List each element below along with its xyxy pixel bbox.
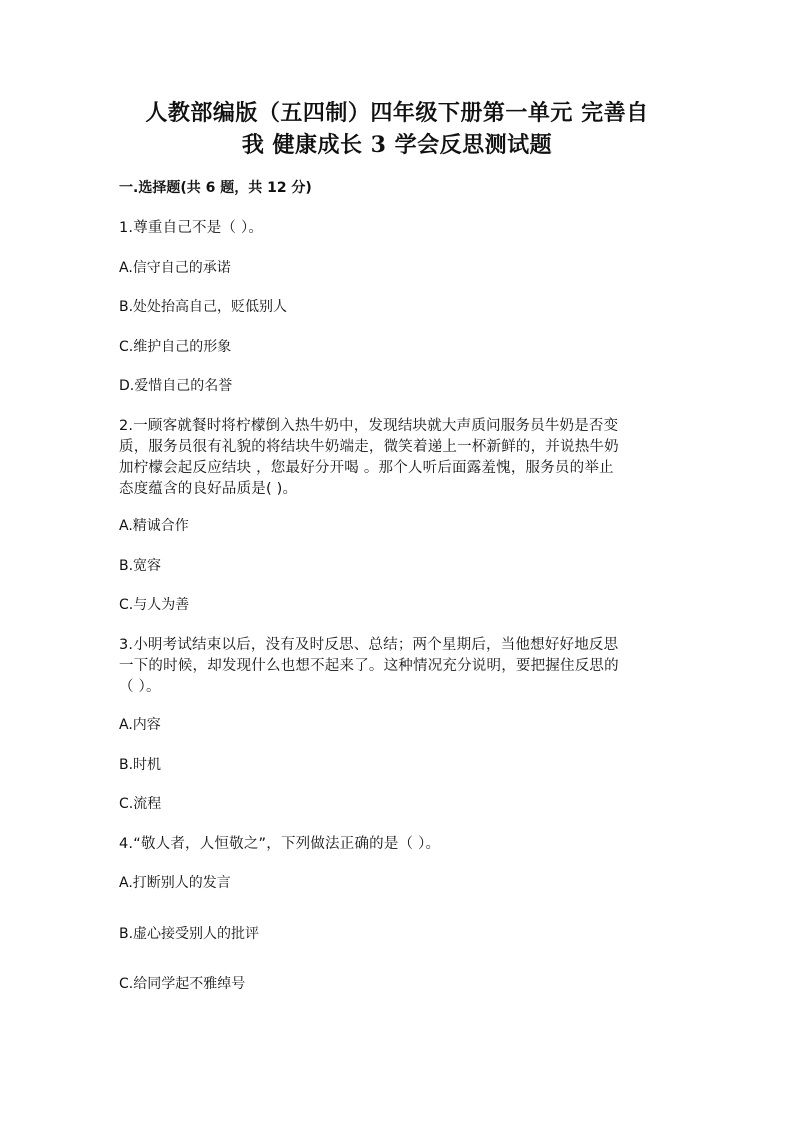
question-3-stem-line-1: 3.小明考试结束以后，没有及时反思、总结；两个星期后，当他想好好地反思 [119,637,619,653]
question-2-stem-line-2: 质，服务员很有礼貌的将结块牛奶端走，微笑着递上一杯新鲜的，并说热牛奶 [119,439,619,455]
question-1-option-d: D.爱惜自己的名誉 [119,378,233,394]
question-1-option-c: C.维护自己的形象 [119,339,232,355]
question-2-stem-line-4: 态度蕴含的良好品质是( )。 [119,481,298,497]
question-4-stem: 4.“敬人者，人恒敬之”，下列做法正确的是（ ）。 [119,836,441,852]
question-1-stem: 1.尊重自己不是（ ）。 [119,220,264,236]
section-heading: 一.选择题(共 6 题，共 12 分) [119,180,312,196]
question-3-option-c: C.流程 [119,796,162,812]
question-3-stem-line-3: （ ）。 [119,679,161,695]
question-4-option-c: C.给同学起不雅绰号 [119,976,246,992]
question-1-option-b: B.处处抬高自己，贬低别人 [119,299,288,315]
question-2-stem-line-1: 2.一顾客就餐时将柠檬倒入热牛奶中，发现结块就大声质问服务员牛奶是否变 [119,418,619,434]
question-2-option-c: C.与人为善 [119,597,190,613]
document-title-line-2: 我 健康成长 3 学会反思测试题 [241,132,553,158]
document-title-line-1: 人教部编版（五四制）四年级下册第一单元 完善自 [145,100,649,126]
question-3-stem-line-2: 一下的时候，却发现什么也想不起来了。这种情况充分说明，要把握住反思的 [119,658,619,674]
question-3-option-b: B.时机 [119,757,162,773]
question-2-option-a: A.精诚合作 [119,518,189,534]
question-2-option-b: B.宽容 [119,558,162,574]
question-1-option-a: A.信守自己的承诺 [119,260,231,276]
question-2-stem-line-3: 加柠檬会起反应结块 ，您最好分开喝 。那个人听后面露羞愧，服务员的举止 [119,460,614,476]
question-4-option-b: B.虚心接受别人的批评 [119,926,260,942]
question-4-option-a: A.打断别人的发言 [119,875,231,891]
question-3-option-a: A.内容 [119,717,161,733]
